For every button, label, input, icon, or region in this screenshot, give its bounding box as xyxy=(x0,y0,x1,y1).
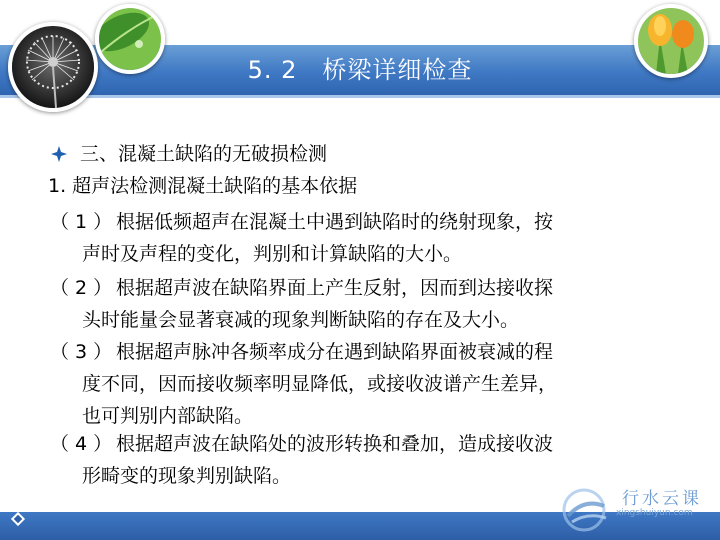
item-number: （ 4 ） xyxy=(50,433,113,455)
diamond-bullet-icon xyxy=(50,145,68,163)
item-line: 根据超声波在缺陷界面上产生反射，因而到达接收探 xyxy=(116,277,554,299)
watermark-name: 行水云课 xyxy=(622,489,702,509)
item-line: 根据超声波在缺陷处的波形转换和叠加，造成接收波 xyxy=(116,433,554,455)
section-subheading: 1. 超声法检测混凝土缺陷的基本依据 xyxy=(48,175,358,197)
item-number: （ 1 ） xyxy=(50,211,113,233)
dandelion-photo xyxy=(8,22,98,112)
item-line: 度不同，因而接收频率明显降低，或接收波谱产生差异， xyxy=(82,373,558,395)
item-line: 形畸变的现象判别缺陷。 xyxy=(82,465,292,487)
watermark-url: xingshuiyun.com xyxy=(616,508,693,518)
item-line: 也可判别内部缺陷。 xyxy=(82,405,254,427)
item-line: 头时能量会显著衰减的现象判断缺陷的存在及大小。 xyxy=(82,309,520,331)
item-number: （ 3 ） xyxy=(50,341,113,363)
slide-header xyxy=(0,0,720,110)
bullet xyxy=(50,143,68,163)
tulip-photo xyxy=(634,4,708,78)
item-line: 声时及声程的变化，判别和计算缺陷的大小。 xyxy=(82,243,463,265)
title-separator xyxy=(0,95,720,98)
item-line: 根据低频超声在混凝土中遇到缺陷时的绕射现象，按 xyxy=(116,211,554,233)
item-number: （ 2 ） xyxy=(50,277,113,299)
watermark-logo xyxy=(556,484,720,540)
item-line: 根据超声脉冲各频率成分在遇到缺陷界面被衰减的程 xyxy=(116,341,554,363)
leaf-photo xyxy=(95,4,165,74)
logo-icon xyxy=(560,484,616,534)
footer-diamond-icon xyxy=(9,510,27,528)
section-heading: 三、混凝土缺陷的无破损检测 xyxy=(80,143,328,165)
slide-title: 5. 2 桥梁详细检查 xyxy=(247,56,473,84)
